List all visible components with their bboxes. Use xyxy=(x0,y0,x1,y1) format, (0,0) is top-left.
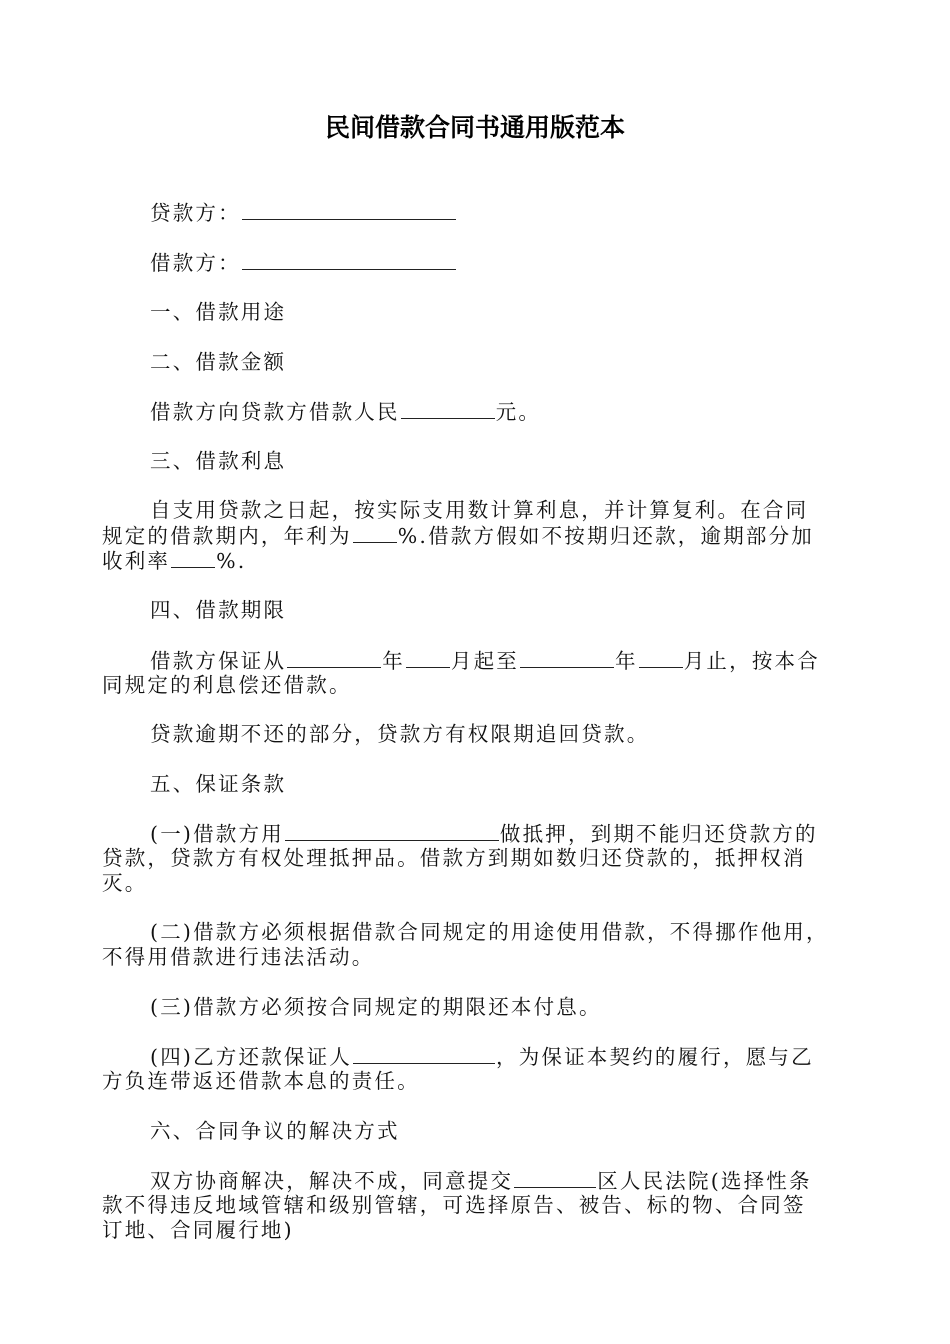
term-line-2: 同规定的利息偿还借款。 xyxy=(102,673,352,697)
interest-text-a: 规定的借款期内，年利为 xyxy=(102,524,352,548)
interest-text-d: %. xyxy=(216,549,247,573)
term-text-a: 借款方保证从 xyxy=(150,649,287,673)
dispute-line-2: 款不得违反地域管辖和级别管辖，可选择原告、被告、标的物、合同签 xyxy=(102,1193,806,1217)
interest-line-1: 自支用贷款之日起，按实际支用数计算利息，并计算复利。在合同 xyxy=(150,498,809,522)
dispute-line-3: 订地、合同履行地) xyxy=(102,1218,294,1242)
term-text-e: 月止，按本合 xyxy=(683,649,820,673)
section-heading-purpose: 一、借款用途 xyxy=(150,300,287,324)
court-blank[interactable] xyxy=(514,1168,596,1188)
collateral-blank[interactable] xyxy=(285,821,499,841)
guarantee-4-text-b: ，为保证本契约的履行，愿与乙 xyxy=(496,1045,814,1069)
lender-blank[interactable] xyxy=(242,200,456,220)
section-heading-interest: 三、借款利息 xyxy=(150,449,287,473)
guarantee-1-line-3: 灭。 xyxy=(102,871,148,895)
borrower-line xyxy=(150,250,900,275)
interest-line-3 xyxy=(102,548,852,573)
dispute-text-a: 双方协商解决，解决不成，同意提交 xyxy=(150,1169,514,1193)
start-year-blank[interactable] xyxy=(287,648,381,668)
annual-rate-blank[interactable] xyxy=(353,523,397,543)
term-text-d: 年 xyxy=(615,649,638,673)
borrower-label: 借款方： xyxy=(150,251,241,275)
section-heading-amount: 二、借款金额 xyxy=(150,350,287,374)
guarantee-3-line: (三)借款方必须按合同规定的期限还本付息。 xyxy=(150,995,602,1019)
lender-line xyxy=(150,200,900,225)
end-month-blank[interactable] xyxy=(639,648,683,668)
interest-line-2 xyxy=(102,523,852,548)
borrower-blank[interactable] xyxy=(242,250,456,270)
dispute-line-1 xyxy=(150,1168,900,1193)
term-text-b: 年 xyxy=(382,649,405,673)
term-text-c: 月起至 xyxy=(450,649,520,673)
guarantee-1-text-b: 做抵押，到期不能归还贷款方的 xyxy=(499,822,818,846)
amount-text-b: 元。 xyxy=(495,400,542,424)
guarantee-2-line-2: 不得用借款进行违法活动。 xyxy=(102,945,375,969)
dispute-text-b: 区人民法院(选择性条 xyxy=(597,1169,812,1193)
guarantee-1-line-1 xyxy=(150,821,900,846)
guarantee-4-line-2: 方负连带返还借款本息的责任。 xyxy=(102,1069,420,1093)
interest-text-b: %.借款方假如不按期归还款，逾期部分加 xyxy=(397,524,814,548)
start-month-blank[interactable] xyxy=(406,648,450,668)
overdue-rate-blank[interactable] xyxy=(171,548,215,568)
interest-text-c: 收利率 xyxy=(102,549,171,573)
guarantee-4-line-1 xyxy=(150,1044,900,1069)
guarantor-blank[interactable] xyxy=(353,1044,495,1064)
term-line-1 xyxy=(150,648,900,673)
amount-blank[interactable] xyxy=(401,399,495,419)
guarantee-1-line-2: 贷款，贷款方有权处理抵押品。借款方到期如数归还贷款的，抵押权消 xyxy=(102,846,806,870)
section-heading-term: 四、借款期限 xyxy=(150,598,287,622)
guarantee-4-text-a: (四)乙方还款保证人 xyxy=(150,1045,352,1069)
amount-line xyxy=(150,399,900,424)
document-title: 民间借款合同书通用版范本 xyxy=(324,113,625,142)
guarantee-1-text-a: (一)借款方用 xyxy=(150,822,284,846)
guarantee-2-line-1: (二)借款方必须根据借款合同规定的用途使用借款，不得挪作他用， xyxy=(150,920,829,944)
section-heading-dispute: 六、合同争议的解决方式 xyxy=(150,1119,400,1143)
lender-label: 贷款方： xyxy=(150,201,241,225)
end-year-blank[interactable] xyxy=(520,648,614,668)
overdue-line: 贷款逾期不还的部分，贷款方有权限期追回贷款。 xyxy=(150,722,650,746)
amount-text-a: 借款方向贷款方借款人民 xyxy=(150,400,400,424)
section-heading-guarantee: 五、保证条款 xyxy=(150,772,287,796)
